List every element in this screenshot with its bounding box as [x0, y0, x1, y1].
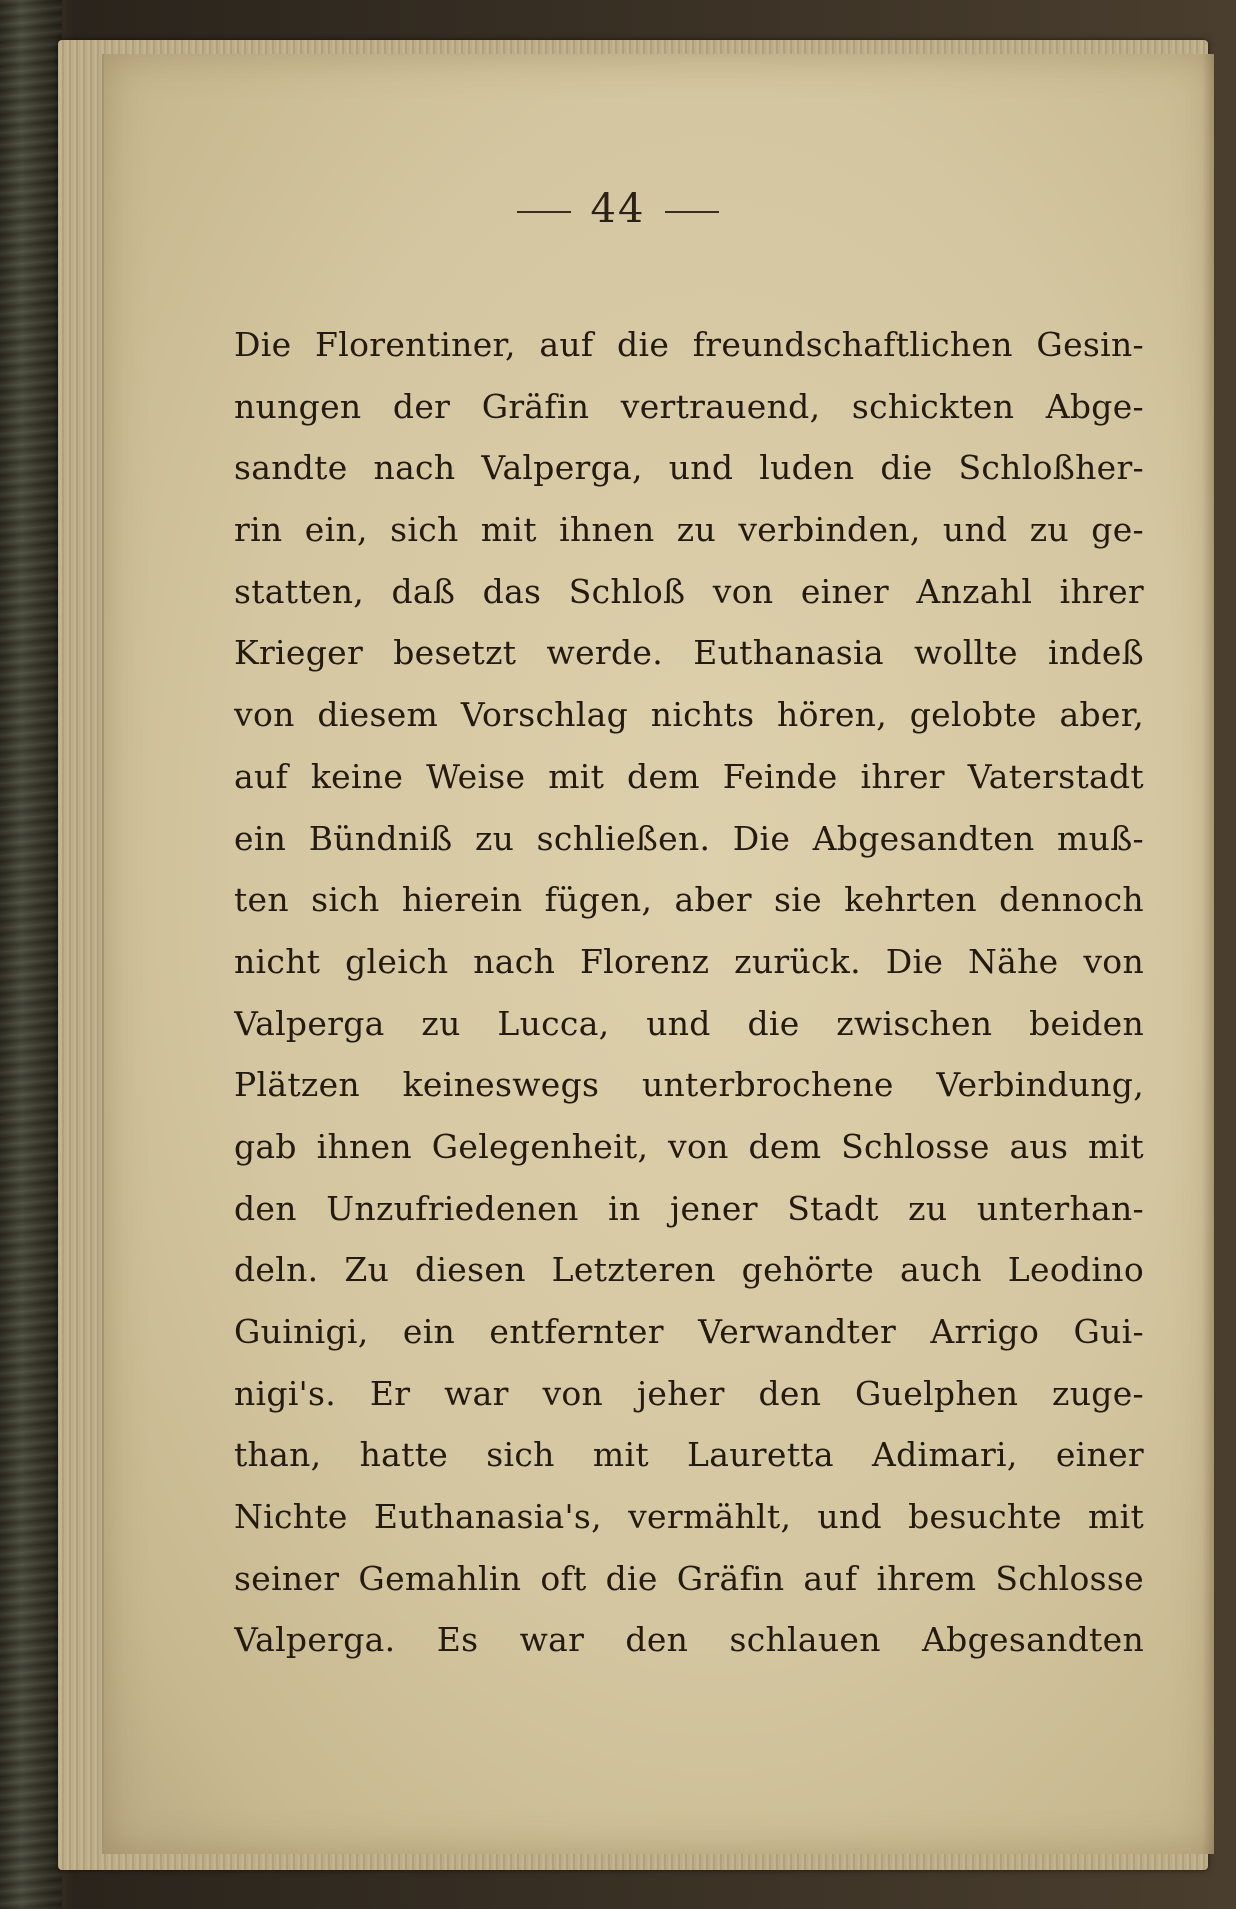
text-line: den Unzufriedenen in jener Stadt zu unterhan- [234, 1188, 1144, 1228]
body-text [234, 314, 1144, 1671]
text-line: seiner Gemahlin oft die Gräfin auf ihrem Schlosse [234, 1558, 1144, 1598]
left-dash [517, 211, 571, 213]
page-number [0, 186, 1236, 232]
text-line: statten, daß das Schloß von einer Anzahl ihrer [234, 571, 1144, 611]
text-line: Valperga. Es war den schlauen Abgesandten [234, 1620, 1144, 1660]
page-edge-shadow [1202, 54, 1214, 1854]
text-line: nicht gleich nach Florenz zurück. Die Nähe von [234, 941, 1144, 981]
text-line: deln. Zu diesen Letzteren gehörte auch Leodino [234, 1250, 1144, 1290]
text-line: sandte nach Valperga, und luden die Schloßher- [234, 448, 1144, 488]
text-line: ten sich hierein fügen, aber sie kehrten dennoch [234, 880, 1144, 920]
text-line: auf keine Weise mit dem Feinde ihrer Vaterstadt [234, 756, 1144, 796]
text-line: Plätzen keineswegs unterbrochene Verbindung, [234, 1065, 1144, 1105]
text-line: Guinigi, ein entfernter Verwandter Arrigo Gui- [234, 1312, 1144, 1351]
right-dash [665, 211, 719, 213]
text-line: von diesem Vorschlag nichts hören, gelobte aber, [234, 695, 1144, 735]
text-line: nungen der Gräfin vertrauend, schickten Abge- [234, 386, 1144, 426]
text-line: than, hatte sich mit Lauretta Adimari, einer [234, 1435, 1144, 1475]
text-line: nigi's. Er war von jeher den Guelphen zuge- [234, 1373, 1144, 1413]
text-line: gab ihnen Gelegenheit, von dem Schlosse aus mit [234, 1126, 1144, 1166]
text-line: Die Florentiner, auf die freundschaftlichen Gesin- [234, 325, 1144, 364]
text-line: Krieger besetzt werde. Euthanasia wollte indeß [234, 633, 1144, 673]
text-line: Nichte Euthanasia's, vermählt, und besuchte mit [234, 1497, 1144, 1537]
book-spine [0, 0, 62, 1909]
page-number-value: 44 [590, 186, 646, 232]
text-line: Valperga zu Lucca, und die zwischen beiden [234, 1003, 1144, 1043]
text-line: rin ein, sich mit ihnen zu verbinden, und zu ge- [234, 510, 1144, 550]
text-line: ein Bündniß zu schließen. Die Abgesandten muß- [234, 818, 1144, 858]
